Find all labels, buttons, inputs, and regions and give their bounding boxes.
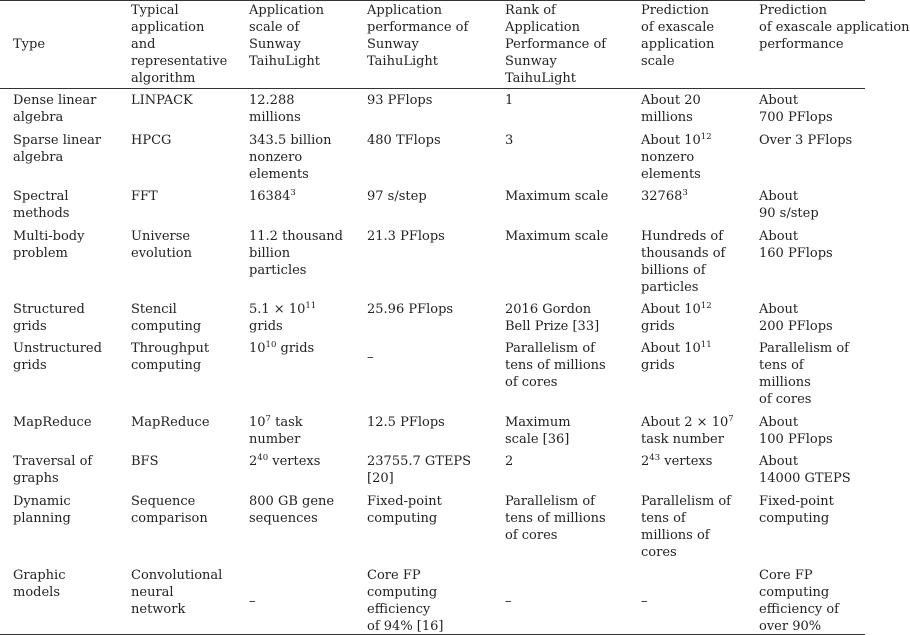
row-4-rank: Maximum scale bbox=[505, 229, 609, 244]
row-9-rank: Parallelism of tens of millions of cores bbox=[505, 494, 606, 543]
row-3-rank: Maximum scale bbox=[505, 189, 609, 204]
row-6-pred_perf: Parallelism of tens of millions of cores bbox=[759, 341, 849, 407]
row-9-type: Dynamic planning bbox=[13, 494, 71, 526]
row-2-type: Sparse linear algebra bbox=[13, 133, 102, 165]
row-8-pred_scale: $2^{43}$ vertexs bbox=[641, 453, 713, 469]
row-9-performance: Fixed-point computing bbox=[367, 494, 442, 526]
row-5-scale: $5.1 \times 10^{11}$ grids bbox=[249, 301, 317, 334]
row-7-type: MapReduce bbox=[13, 415, 92, 430]
row-2-pred_perf: Over 3 PFlops bbox=[759, 133, 853, 148]
table-top-rule bbox=[0, 0, 865, 1]
row-8-algorithm: BFS bbox=[131, 454, 159, 469]
row-3-type: Spectral methods bbox=[13, 189, 70, 221]
row-5-rank: 2016 Gordon Bell Prize [33] bbox=[505, 302, 600, 334]
header-col-3: Application scale of Sunway TaihuLight bbox=[249, 3, 324, 69]
row-10-pred_scale: – bbox=[641, 594, 648, 609]
header-col-2: Typical application and representative algorithm bbox=[131, 3, 228, 86]
row-6-type: Unstructured grids bbox=[13, 341, 102, 373]
row-10-performance: Core FP computing efficiency of 94% [16] bbox=[367, 568, 444, 634]
row-7-pred_scale: About $2 \times 10^7$ task number bbox=[641, 414, 734, 447]
row-3-algorithm: FFT bbox=[131, 189, 158, 204]
row-4-pred_perf: About 160 PFlops bbox=[759, 229, 833, 261]
row-5-pred_perf: About 200 PFlops bbox=[759, 302, 833, 334]
row-5-performance: 25.96 PFlops bbox=[367, 302, 454, 317]
row-1-type: Dense linear algebra bbox=[13, 93, 97, 125]
header-rule bbox=[0, 88, 865, 89]
row-10-algorithm: Convolutional neural network bbox=[131, 568, 223, 617]
row-10-type: Graphic models bbox=[13, 568, 66, 600]
row-8-rank: 2 bbox=[505, 454, 514, 469]
row-3-scale: 16384$^3$ bbox=[249, 188, 296, 204]
row-9-pred_perf: Fixed-point computing bbox=[759, 494, 834, 526]
header-col-4: Application performance of Sunway TaihuLight bbox=[367, 3, 469, 69]
row-8-type: Traversal of graphs bbox=[13, 454, 93, 486]
row-6-performance: – bbox=[367, 350, 374, 365]
row-1-pred_scale: About 20 millions bbox=[641, 93, 701, 125]
row-6-rank: Parallelism of tens of millions of cores bbox=[505, 341, 606, 390]
row-8-pred_perf: About 14000 GTEPS bbox=[759, 454, 851, 486]
row-3-performance: 97 s/step bbox=[367, 189, 427, 204]
row-5-pred_scale: About $10^{12}$ grids bbox=[641, 301, 712, 334]
row-4-scale: 11.2 thousand billion particles bbox=[249, 229, 343, 278]
row-2-scale: 343.5 billion nonzero elements bbox=[249, 133, 332, 182]
row-4-pred_scale: Hundreds of thousands of billions of particles bbox=[641, 229, 726, 295]
row-1-pred_perf: About 700 PFlops bbox=[759, 93, 833, 125]
row-2-rank: 3 bbox=[505, 133, 514, 148]
row-5-algorithm: Stencil computing bbox=[131, 302, 202, 334]
row-5-type: Structured grids bbox=[13, 302, 85, 334]
row-8-performance: 23755.7 GTEPS [20] bbox=[367, 454, 472, 486]
row-1-performance: 93 PFlops bbox=[367, 93, 433, 108]
row-3-pred_scale: 32768$^3$ bbox=[641, 188, 688, 204]
row-9-algorithm: Sequence comparison bbox=[131, 494, 208, 526]
header-col-5: Rank of Application Performance of Sunway TaihuLight bbox=[505, 3, 607, 86]
row-2-performance: 480 TFlops bbox=[367, 133, 441, 148]
row-9-pred_scale: Parallelism of tens of millions of cores bbox=[641, 494, 731, 560]
row-4-performance: 21.3 PFlops bbox=[367, 229, 445, 244]
row-6-algorithm: Throughput computing bbox=[131, 341, 210, 373]
row-7-pred_perf: About 100 PFlops bbox=[759, 415, 833, 447]
row-8-scale: $2^{40}$ vertexs bbox=[249, 453, 321, 469]
row-10-rank: – bbox=[505, 594, 512, 609]
row-2-pred_scale: About $10^{12}$ nonzero elements bbox=[641, 132, 712, 182]
row-3-pred_perf: About 90 s/step bbox=[759, 189, 819, 221]
row-10-scale: – bbox=[249, 594, 256, 609]
header-col-7: Prediction of exascale application performance bbox=[759, 3, 910, 52]
row-9-scale: 800 GB gene sequences bbox=[249, 494, 335, 526]
row-10-pred_perf: Core FP computing efficiency of over 90% bbox=[759, 568, 839, 634]
row-4-algorithm: Universe evolution bbox=[131, 229, 192, 261]
row-1-scale: 12.288 millions bbox=[249, 93, 301, 125]
row-4-type: Multi-body problem bbox=[13, 229, 85, 261]
row-6-scale: $10^{10}$ grids bbox=[249, 340, 315, 356]
header-col-6: Prediction of exascale application scale bbox=[641, 3, 715, 69]
row-1-rank: 1 bbox=[505, 93, 514, 108]
row-6-pred_scale: About $10^{11}$ grids bbox=[641, 340, 712, 373]
header-col-1: Type bbox=[13, 37, 46, 52]
row-7-rank: Maximum scale [36] bbox=[505, 415, 571, 447]
row-7-scale: $10^7$ task number bbox=[249, 414, 303, 447]
row-7-algorithm: MapReduce bbox=[131, 415, 210, 430]
row-2-algorithm: HPCG bbox=[131, 133, 172, 148]
row-1-algorithm: LINPACK bbox=[131, 93, 193, 108]
row-7-performance: 12.5 PFlops bbox=[367, 415, 445, 430]
